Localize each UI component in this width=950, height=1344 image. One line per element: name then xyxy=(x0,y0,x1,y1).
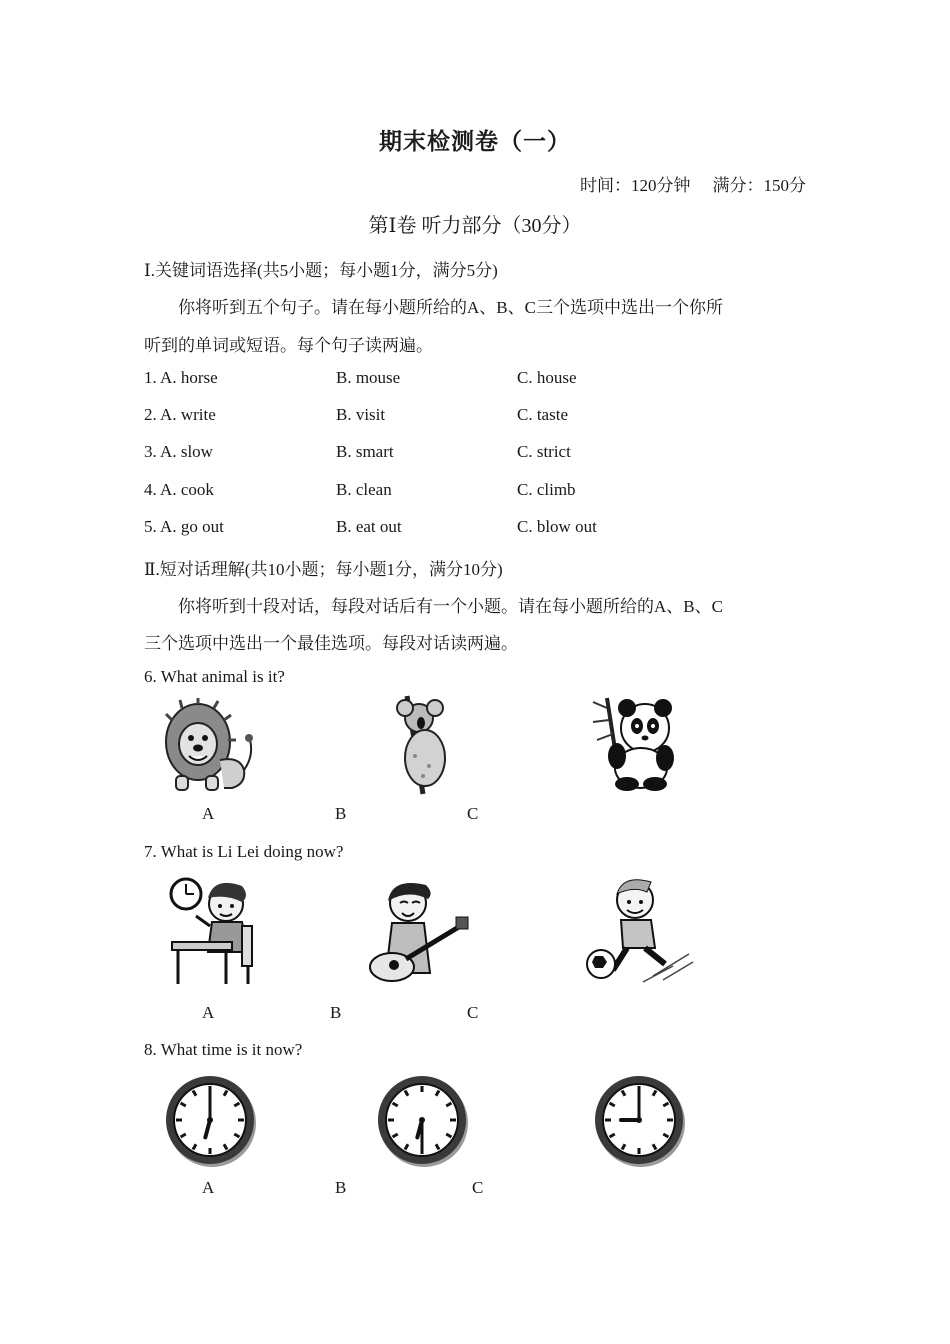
q3-option-a: 3. A. slow xyxy=(144,442,213,461)
q1-option-c: C. house xyxy=(517,368,577,387)
q5-option-b: B. eat out xyxy=(336,517,402,536)
q4-option-a: 4. A. cook xyxy=(144,480,214,499)
clock-c-picture xyxy=(592,1073,686,1167)
q8-text: 8. What time is it now? xyxy=(144,1040,303,1059)
q6-text: 6. What animal is it? xyxy=(144,667,285,686)
q8-label-c: C xyxy=(472,1178,484,1197)
q7-label-b: B xyxy=(330,1003,342,1022)
section1-instructions-line2: 听到的单词或短语。每个句子读两遍。 xyxy=(144,336,433,355)
q2-option-b: B. visit xyxy=(336,405,386,424)
q1-option-b: B. mouse xyxy=(336,368,401,387)
clock-a-picture xyxy=(163,1073,257,1167)
section1-instructions-line1: 你将听到五个句子。请在每小题所给的A、B、C三个选项中选出一个你所 xyxy=(178,298,723,317)
boy-playing-football-picture xyxy=(583,876,695,986)
page-title: 期末检测卷（一） xyxy=(379,129,571,154)
q3-option-c: C. strict xyxy=(517,442,571,461)
q7-label-c: C xyxy=(467,1003,479,1022)
q7-text: 7. What is Li Lei doing now? xyxy=(144,842,344,861)
exam-meta xyxy=(558,171,806,196)
q6-label-a: A xyxy=(202,804,215,823)
q2-option-c: C. taste xyxy=(517,405,568,424)
q5-option-c: C. blow out xyxy=(517,517,597,536)
q4-option-b: B. clean xyxy=(336,480,392,499)
q6-label-c: C xyxy=(467,804,479,823)
q5-option-a: 5. A. go out xyxy=(144,517,224,536)
q4-option-c: C. climb xyxy=(517,480,576,499)
q1-option-a: 1. A. horse xyxy=(144,368,218,387)
q3-option-b: B. smart xyxy=(336,442,394,461)
section2-instructions-line2: 三个选项中选出一个最佳选项。每段对话读两遍。 xyxy=(144,634,518,653)
q2-option-a: 2. A. write xyxy=(144,405,216,424)
section1-heading: Ⅰ.关键词语选择(共5小题；每小题1分，满分5分) xyxy=(144,261,498,280)
boy-playing-guitar-picture xyxy=(366,879,472,985)
q7-label-a: A xyxy=(202,1003,215,1022)
q8-label-b: B xyxy=(335,1178,347,1197)
section2-instructions-line1: 你将听到十段对话，每段对话后有一个小题。请在每小题所给的A、B、C xyxy=(178,597,723,616)
q6-label-b: B xyxy=(335,804,347,823)
section2-heading: Ⅱ.短对话理解(共10小题；每小题1分，满分10分) xyxy=(144,560,503,579)
boy-at-desk-picture xyxy=(168,876,260,988)
q8-label-a: A xyxy=(202,1178,215,1197)
time-limit: 时间：120分钟 xyxy=(580,176,691,195)
full-score: 满分：150分 xyxy=(712,176,806,195)
part-heading: 第Ⅰ卷 听力部分（30分） xyxy=(368,215,582,237)
lion-picture xyxy=(162,700,258,795)
panda-picture xyxy=(583,694,677,792)
koala-picture xyxy=(393,694,455,796)
clock-b-picture xyxy=(375,1073,469,1167)
